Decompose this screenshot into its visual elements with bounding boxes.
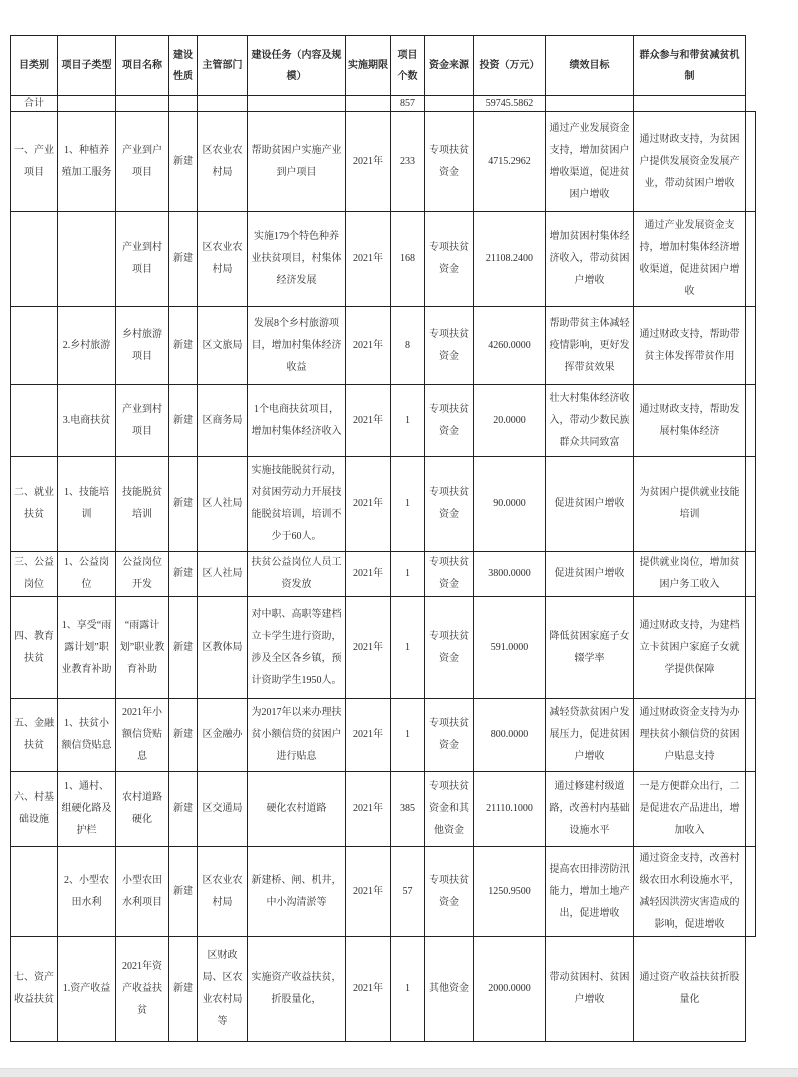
table-cell bbox=[58, 96, 116, 112]
table-cell: 区财政局、区农业农村局等 bbox=[198, 937, 248, 1042]
table-cell: 扶贫公益岗位人员工资发放 bbox=[248, 552, 346, 597]
table-cell: 通过财政支持，为建档立卡贫困户家庭子女就学提供保障 bbox=[634, 597, 746, 699]
table-cell: 2021年 bbox=[346, 772, 391, 847]
edge-spacer-cell bbox=[746, 847, 756, 937]
table-cell: 产业到村项目 bbox=[116, 385, 169, 457]
table-cell: 通过财政支持，帮助带贫主体发挥带贫作用 bbox=[634, 307, 746, 385]
table-cell: 新建 bbox=[169, 772, 198, 847]
table-cell: 168 bbox=[391, 212, 425, 307]
table-cell: 新建桥、闸、机井，中小沟清淤等 bbox=[248, 847, 346, 937]
table-cell: 新建 bbox=[169, 597, 198, 699]
table-cell: 1 bbox=[391, 457, 425, 552]
column-header: 资金来源 bbox=[425, 36, 474, 96]
table-cell: 2021年 bbox=[346, 212, 391, 307]
table-cell: 857 bbox=[391, 96, 425, 112]
table-row bbox=[11, 699, 756, 772]
table-cell: 21108.2400 bbox=[474, 212, 546, 307]
table-cell: 2021年 bbox=[346, 457, 391, 552]
table-cell: 区人社局 bbox=[198, 552, 248, 597]
header-row bbox=[11, 36, 756, 96]
table-cell: 新建 bbox=[169, 112, 198, 212]
column-header: 建设性质 bbox=[169, 36, 198, 96]
table-cell: 对中职、高职等建档立卡学生进行资助，涉及全区各乡镇，预计资助学生1950人。 bbox=[248, 597, 346, 699]
table-cell: 1 bbox=[391, 552, 425, 597]
table-cell: 区教体局 bbox=[198, 597, 248, 699]
table-cell: 2021年 bbox=[346, 385, 391, 457]
table-cell: 区人社局 bbox=[198, 457, 248, 552]
table-row bbox=[11, 552, 756, 597]
table-cell: 为2017年以来办理扶贫小额信贷的贫困户进行贴息 bbox=[248, 699, 346, 772]
table-cell: 专项扶贫资金 bbox=[425, 385, 474, 457]
table-cell: 2021年 bbox=[346, 307, 391, 385]
column-header: 绩效目标 bbox=[546, 36, 634, 96]
table-cell: 通过修建村级道路，改善村内基础设施水平 bbox=[546, 772, 634, 847]
column-header: 建设任务（内容及规模） bbox=[248, 36, 346, 96]
table-cell: 专项扶贫资金和其他资金 bbox=[425, 772, 474, 847]
table-cell: 四、教育扶贫 bbox=[11, 597, 58, 699]
table-cell: 2021年 bbox=[346, 112, 391, 212]
table-cell bbox=[11, 847, 58, 937]
table-cell: 1、技能培训 bbox=[58, 457, 116, 552]
table-cell: 专项扶贫资金 bbox=[425, 457, 474, 552]
table-cell: 新建 bbox=[169, 699, 198, 772]
table-cell: 带动贫困村、贫困户增收 bbox=[546, 937, 634, 1042]
table-cell: 新建 bbox=[169, 937, 198, 1042]
table-cell: 区金融办 bbox=[198, 699, 248, 772]
table-cell: 专项扶贫资金 bbox=[425, 307, 474, 385]
table-cell: 通过财政支持，帮助发展村集体经济 bbox=[634, 385, 746, 457]
table-cell: 实施技能脱贫行动，对贫困劳动力开展技能脱贫培训，培训不少于60人。 bbox=[248, 457, 346, 552]
column-header: 主管部门 bbox=[198, 36, 248, 96]
table-row bbox=[11, 457, 756, 552]
table-cell: 1、种植养殖加工服务 bbox=[58, 112, 116, 212]
table-cell: 20.0000 bbox=[474, 385, 546, 457]
table-cell: 区农业农村局 bbox=[198, 212, 248, 307]
table-cell: 1、扶贫小额信贷贴息 bbox=[58, 699, 116, 772]
table-cell bbox=[425, 96, 474, 112]
table-cell: 通过财政支持，为贫困户提供发展资金发展产业，带动贫困户增收 bbox=[634, 112, 746, 212]
column-header: 目类别 bbox=[11, 36, 58, 96]
table-cell: 壮大村集体经济收入，带动少数民族群众共同致富 bbox=[546, 385, 634, 457]
table-cell bbox=[11, 385, 58, 457]
table-cell: 1 bbox=[391, 699, 425, 772]
table-cell: 1250.9500 bbox=[474, 847, 546, 937]
table-cell: 区农业农村局 bbox=[198, 847, 248, 937]
table-cell bbox=[346, 96, 391, 112]
edge-spacer-cell bbox=[746, 597, 756, 699]
table-row bbox=[11, 937, 756, 1042]
table-cell: 发展8个乡村旅游项目，增加村集体经济收益 bbox=[248, 307, 346, 385]
table-cell: 2021年 bbox=[346, 552, 391, 597]
table-cell: 233 bbox=[391, 112, 425, 212]
table-cell: 促进贫困户增收 bbox=[546, 552, 634, 597]
edge-spacer-cell bbox=[746, 552, 756, 597]
table-cell: 通过资金支持，改善村级农田水利设施水平，减轻因洪涝灾害造成的影响，促进增收 bbox=[634, 847, 746, 937]
table-cell: 1、通村、组硬化路及护栏 bbox=[58, 772, 116, 847]
poverty-alleviation-project-table-sheet bbox=[10, 35, 756, 1042]
table-cell: 新建 bbox=[169, 847, 198, 937]
horizontal-scrollbar[interactable] bbox=[0, 1068, 798, 1077]
table-cell bbox=[11, 212, 58, 307]
table-cell: 新建 bbox=[169, 552, 198, 597]
table-cell: 促进贫困户增收 bbox=[546, 457, 634, 552]
table-cell: 公益岗位开发 bbox=[116, 552, 169, 597]
table-cell bbox=[11, 307, 58, 385]
table-cell: 降低贫困家庭子女辍学率 bbox=[546, 597, 634, 699]
total-row bbox=[11, 96, 756, 112]
table-cell: 专项扶贫资金 bbox=[425, 552, 474, 597]
table-cell: 2021年 bbox=[346, 847, 391, 937]
table-cell: 90.0000 bbox=[474, 457, 546, 552]
table-cell: 新建 bbox=[169, 307, 198, 385]
edge-spacer-cell bbox=[746, 699, 756, 772]
edge-spacer-cell bbox=[746, 385, 756, 457]
table-cell: 2.乡村旅游 bbox=[58, 307, 116, 385]
table-cell: 七、资产收益扶贫 bbox=[11, 937, 58, 1042]
edge-spacer-cell bbox=[746, 112, 756, 212]
table-cell: 21110.1000 bbox=[474, 772, 546, 847]
table-cell: 2、小型农田水利 bbox=[58, 847, 116, 937]
table-cell: 2021年 bbox=[346, 699, 391, 772]
table-cell: 农村道路硬化 bbox=[116, 772, 169, 847]
table-cell: 新建 bbox=[169, 212, 198, 307]
table-cell: 六、村基础设施 bbox=[11, 772, 58, 847]
table-cell: 专项扶贫资金 bbox=[425, 597, 474, 699]
table-row bbox=[11, 307, 756, 385]
table-cell: 2021年小额信贷贴息 bbox=[116, 699, 169, 772]
table-cell: 区商务局 bbox=[198, 385, 248, 457]
table-cell: 提供就业岗位，增加贫困户务工收入 bbox=[634, 552, 746, 597]
table-cell: 其他资金 bbox=[425, 937, 474, 1042]
edge-spacer-cell bbox=[746, 96, 756, 112]
table-cell: 1、公益岗位 bbox=[58, 552, 116, 597]
edge-spacer-cell bbox=[746, 937, 756, 1042]
table-cell: 3.电商扶贫 bbox=[58, 385, 116, 457]
edge-spacer-cell bbox=[746, 457, 756, 552]
table-cell: 3800.0000 bbox=[474, 552, 546, 597]
table-cell bbox=[634, 96, 746, 112]
table-cell: 提高农田排涝防汛能力，增加土地产出，促进增收 bbox=[546, 847, 634, 937]
table-cell bbox=[116, 96, 169, 112]
table-cell: 减轻贷款贫困户发展压力，促进贫困户增收 bbox=[546, 699, 634, 772]
column-header: 项目子类型 bbox=[58, 36, 116, 96]
table-row bbox=[11, 772, 756, 847]
table-cell: 通过产业发展资金支持，增加贫困户增收渠道，促进贫困户增收 bbox=[546, 112, 634, 212]
edge-spacer-cell bbox=[746, 772, 756, 847]
table-cell: 591.0000 bbox=[474, 597, 546, 699]
table-cell: 产业到户项目 bbox=[116, 112, 169, 212]
table-cell: 二、就业扶贫 bbox=[11, 457, 58, 552]
table-row bbox=[11, 112, 756, 212]
table-cell: 1 bbox=[391, 937, 425, 1042]
table-cell: “雨露计划”职业教育补助 bbox=[116, 597, 169, 699]
table-cell: 区农业农村局 bbox=[198, 112, 248, 212]
table-cell bbox=[546, 96, 634, 112]
table-cell: 1 bbox=[391, 597, 425, 699]
table-cell: 实施资产收益扶贫，折股量化， bbox=[248, 937, 346, 1042]
table-cell: 专项扶贫资金 bbox=[425, 847, 474, 937]
column-header: 项目个数 bbox=[391, 36, 425, 96]
edge-spacer-cell bbox=[746, 212, 756, 307]
table-cell: 五、金融扶贫 bbox=[11, 699, 58, 772]
table-cell bbox=[169, 96, 198, 112]
table-cell: 2000.0000 bbox=[474, 937, 546, 1042]
column-header: 投资（万元） bbox=[474, 36, 546, 96]
table-cell: 1、享受“雨露计划”职业教育补助 bbox=[58, 597, 116, 699]
column-header: 项目名称 bbox=[116, 36, 169, 96]
table-cell: 乡村旅游项目 bbox=[116, 307, 169, 385]
table-cell: 通过资产收益扶贫折股量化 bbox=[634, 937, 746, 1042]
table-cell: 57 bbox=[391, 847, 425, 937]
table-cell: 一是方便群众出行，二是促进农产品进出，增加收入 bbox=[634, 772, 746, 847]
table-cell bbox=[248, 96, 346, 112]
table-cell: 专项扶贫资金 bbox=[425, 212, 474, 307]
table-row bbox=[11, 847, 756, 937]
table-cell: 小型农田水利项目 bbox=[116, 847, 169, 937]
table-row bbox=[11, 385, 756, 457]
table-cell: 通过财政资金支持为办理扶贫小额信贷的贫困户贴息支持 bbox=[634, 699, 746, 772]
project-table bbox=[10, 35, 756, 1042]
edge-spacer-cell bbox=[746, 36, 756, 96]
table-cell: 59745.5862 bbox=[474, 96, 546, 112]
table-cell: 1个电商扶贫项目，增加村集体经济收入 bbox=[248, 385, 346, 457]
column-header: 实施期限 bbox=[346, 36, 391, 96]
table-row bbox=[11, 597, 756, 699]
table-cell: 合计 bbox=[11, 96, 58, 112]
table-cell: 一、产业项目 bbox=[11, 112, 58, 212]
table-cell: 区交通局 bbox=[198, 772, 248, 847]
edge-spacer-cell bbox=[746, 307, 756, 385]
column-header: 群众参与和带贫减贫机制 bbox=[634, 36, 746, 96]
table-cell: 1.资产收益 bbox=[58, 937, 116, 1042]
table-row bbox=[11, 212, 756, 307]
table-cell: 专项扶贫资金 bbox=[425, 699, 474, 772]
table-cell: 为贫困户提供就业技能培训 bbox=[634, 457, 746, 552]
table-cell: 2021年 bbox=[346, 597, 391, 699]
table-cell: 技能脱贫培训 bbox=[116, 457, 169, 552]
table-cell: 三、公益岗位 bbox=[11, 552, 58, 597]
table-cell bbox=[198, 96, 248, 112]
table-cell: 增加贫困村集体经济收入，带动贫困户增收 bbox=[546, 212, 634, 307]
table-cell: 4260.0000 bbox=[474, 307, 546, 385]
table-cell: 区文旅局 bbox=[198, 307, 248, 385]
table-cell: 1 bbox=[391, 385, 425, 457]
table-cell: 帮助贫困户实施产业到户项目 bbox=[248, 112, 346, 212]
table-cell: 8 bbox=[391, 307, 425, 385]
table-cell: 2021年资产收益扶贫 bbox=[116, 937, 169, 1042]
table-cell: 硬化农村道路 bbox=[248, 772, 346, 847]
table-cell: 2021年 bbox=[346, 937, 391, 1042]
table-cell: 4715.2962 bbox=[474, 112, 546, 212]
table-cell: 800.0000 bbox=[474, 699, 546, 772]
table-cell: 385 bbox=[391, 772, 425, 847]
table-cell: 新建 bbox=[169, 385, 198, 457]
table-cell: 专项扶贫资金 bbox=[425, 112, 474, 212]
table-cell: 新建 bbox=[169, 457, 198, 552]
table-cell: 帮助带贫主体减轻疫情影响，更好发挥带贫效果 bbox=[546, 307, 634, 385]
table-cell bbox=[58, 212, 116, 307]
table-cell: 产业到村项目 bbox=[116, 212, 169, 307]
table-cell: 实施179个特色种养业扶贫项目，村集体经济发展 bbox=[248, 212, 346, 307]
table-cell: 通过产业发展资金支持，增加村集体经济增收渠道，促进贫困户增收 bbox=[634, 212, 746, 307]
